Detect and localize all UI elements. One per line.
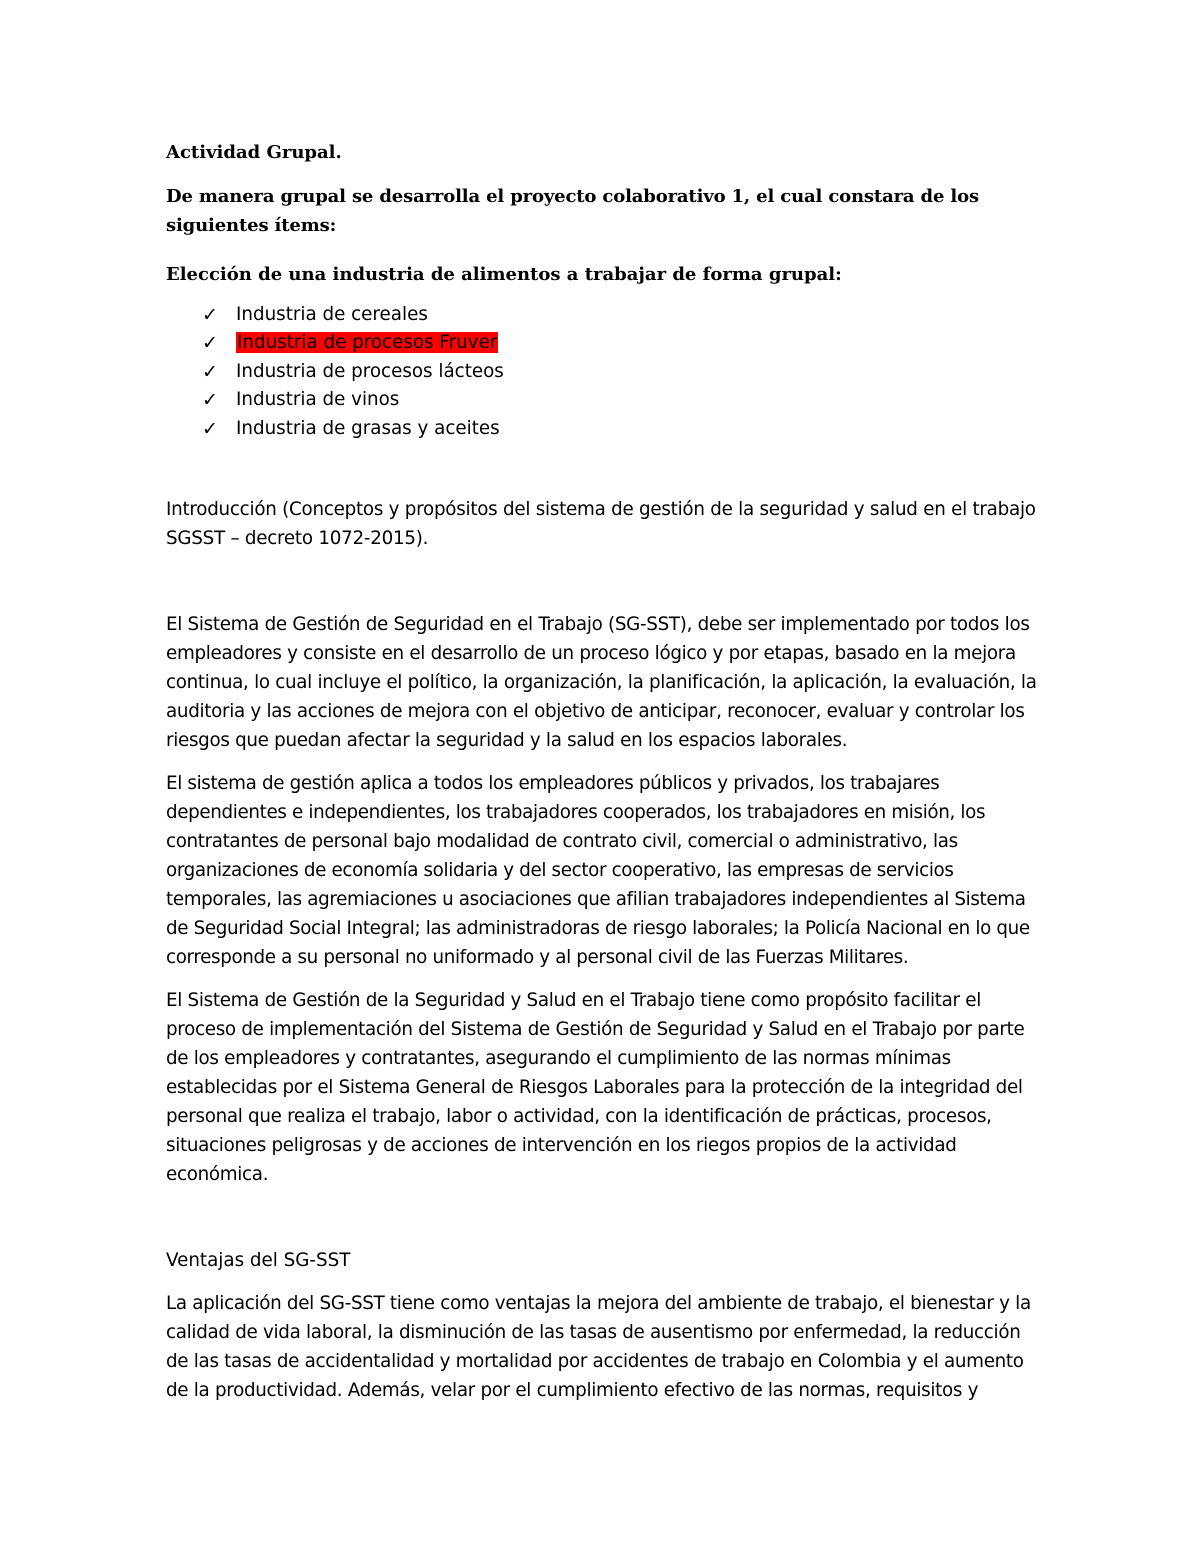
check-mark-icon: ✓ <box>202 304 218 326</box>
list-item <box>166 358 1046 386</box>
option-label: Industria de vinos <box>236 389 400 411</box>
body-paragraph: El Sistema de Gestión de la Seguridad y Salud en el Trabajo tiene como propósito facilitar el proceso de implementación del Sistema de Gestión de Seguridad y Salud en el Trabajo por parte de los empleadores y contratantes, asegurando el cumplimiento de las normas mínimas establecidas por el Sistema General de Riesgos Laborales para la protección de la integridad del personal que realiza el trabajo, labor o actividad, con la identificación de prácticas, procesos, situaciones peligrosas y de acciones de intervención en los riegos propios de la actividad económica. <box>166 989 1025 1185</box>
check-mark-icon: ✓ <box>202 389 218 412</box>
option-label: Industria de procesos lácteos <box>236 360 504 382</box>
check-mark-icon: ✓ <box>202 332 218 355</box>
document-page <box>166 138 1046 1405</box>
list-item <box>166 415 1046 443</box>
intro-paragraph: De manera grupal se desarrolla el proyecto colaborativo 1, el cual constara de los siguientes ítems: <box>166 186 979 236</box>
list-item <box>166 329 1046 357</box>
introduction-section-title: Introducción (Conceptos y propósitos del sistema de gestión de la seguridad y salud en el trabajo SGSST – decreto 1072-2015). <box>166 498 1036 549</box>
document-heading: Actividad Grupal. <box>166 142 342 163</box>
check-mark-icon: ✓ <box>202 360 218 383</box>
option-label: Industria de cereales <box>236 304 428 325</box>
body-paragraph: El Sistema de Gestión de Seguridad en el Trabajo (SG-SST), debe ser implementado por todos los empleadores y consiste en el desarrollo de un proceso lógico y por etapas, basado en la mejora continua, lo cual incluye el político, la organización, la planificación, la aplicación, la evaluación, la auditoria y las acciones de mejora con el objetivo de anticipar, reconocer, evaluar y controlar los riesgos que puedan afectar la seguridad y la salud en los espacios laborales. <box>166 613 1037 751</box>
list-item <box>166 301 1046 329</box>
body-paragraph: El sistema de gestión aplica a todos los empleadores públicos y privados, los trabajares dependientes e independientes, los trabajadores cooperados, los trabajadores en misión, los contratantes de personal bajo modalidad de contrato civil, comercial o administrativo, las organizaciones de economía solidaria y del sector cooperativo, las empresas de servicios temporales, las agremiaciones u asociaciones que afilian trabajadores independientes al Sistema de Seguridad Social Integral; las administradoras de riesgo laborales; la Policía Nacional en lo que corresponde a su personal no uniformado y al personal civil de las Fuerzas Militares. <box>166 772 1030 968</box>
option-label-highlighted: Industria de procesos Fruver <box>237 332 498 354</box>
industry-options-list <box>166 301 1046 443</box>
choice-heading: Elección de una industria de alimentos a trabajar de forma grupal: <box>166 264 842 285</box>
list-item <box>166 386 1046 414</box>
check-mark-icon: ✓ <box>202 417 218 440</box>
advantages-section-title: Ventajas del SG-SST <box>166 1249 351 1271</box>
option-label: Industria de grasas y aceites <box>236 417 500 439</box>
body-paragraph: La aplicación del SG-SST tiene como ventajas la mejora del ambiente de trabajo, el bienestar y la calidad de vida laboral, la disminución de las tasas de ausentismo por enfermedad, la reducción de las tasas de accidentalidad y mortalidad por accidentes de trabajo en Colombia y el aumento de la productividad. Además, velar por el cumplimiento efectivo de las normas, requisitos y <box>166 1292 1031 1401</box>
